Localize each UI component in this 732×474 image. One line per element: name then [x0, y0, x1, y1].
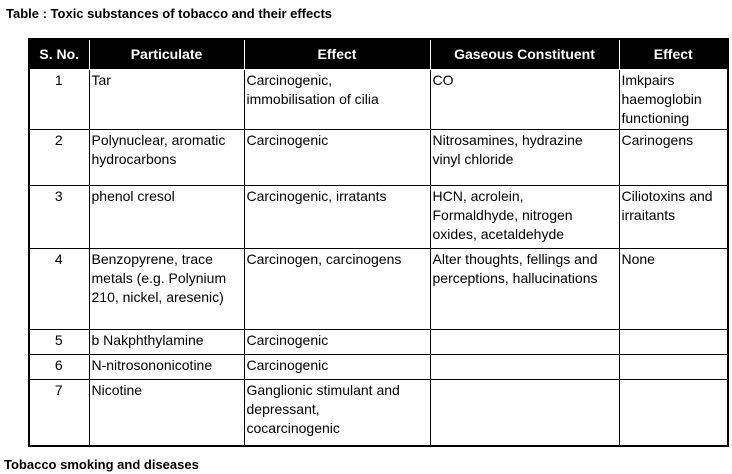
- cell-effect-gaseous: Imkpairs haemoglobin functioning: [619, 70, 728, 130]
- cell-gaseous: CO: [430, 70, 619, 130]
- cell-effect-particulate: Carcinogenic, immobilisation of cilia: [244, 70, 430, 130]
- cell-gaseous: Alter thoughts, fellings and perceptions, hallucinations: [430, 249, 619, 330]
- header-sno: S. No.: [29, 39, 89, 70]
- cell-particulate: b Nakphthylamine: [89, 330, 244, 355]
- cell-particulate: Polynuclear, aromatic hydrocarbons: [89, 130, 244, 186]
- cell-effect-gaseous: Ciliotoxins and irraitants: [619, 186, 728, 249]
- header-gaseous-constituent: Gaseous Constituent: [430, 39, 619, 70]
- table-row: [29, 249, 728, 330]
- header-row: [29, 39, 728, 70]
- cell-gaseous: Nitrosamines, hydrazine vinyl chloride: [430, 130, 619, 186]
- cell-effect-particulate: Carcinogenic: [244, 330, 430, 355]
- toxic-substances-table: [28, 38, 729, 447]
- cell-effect-particulate: Ganglionic stimulant and depressant, cocarcinogenic: [244, 380, 430, 446]
- table-row: [29, 355, 728, 380]
- header-effect-gaseous: Effect: [619, 39, 728, 70]
- cell-sno: 1: [29, 70, 89, 130]
- cell-gaseous: HCN, acrolein, Formaldhyde, nitrogen oxides, acetaldehyde: [430, 186, 619, 249]
- cell-particulate: Tar: [89, 70, 244, 130]
- cell-gaseous: [430, 330, 619, 355]
- table-row: [29, 70, 728, 130]
- cell-effect-gaseous: [619, 330, 728, 355]
- cell-effect-gaseous: [619, 355, 728, 380]
- cell-effect-particulate: Carcinogenic: [244, 130, 430, 186]
- cell-effect-particulate: Carcinogenic, irratants: [244, 186, 430, 249]
- section-heading: Tobacco smoking and diseases: [4, 457, 199, 472]
- cell-effect-particulate: Carcinogenic: [244, 355, 430, 380]
- cell-sno: 4: [29, 249, 89, 330]
- header-particulate: Particulate: [89, 39, 244, 70]
- cell-sno: 2: [29, 130, 89, 186]
- cell-particulate: phenol cresol: [89, 186, 244, 249]
- cell-sno: 5: [29, 330, 89, 355]
- cell-gaseous: [430, 380, 619, 446]
- cell-gaseous: [430, 355, 619, 380]
- cell-effect-gaseous: [619, 380, 728, 446]
- cell-effect-gaseous: None: [619, 249, 728, 330]
- cell-particulate: Nicotine: [89, 380, 244, 446]
- cell-effect-particulate: Carcinogen, carcinogens: [244, 249, 430, 330]
- cell-sno: 6: [29, 355, 89, 380]
- cell-particulate: Benzopyrene, trace metals (e.g. Polynium 210, nickel, aresenic): [89, 249, 244, 330]
- cell-particulate: N-nitrosononicotine: [89, 355, 244, 380]
- cell-effect-gaseous: Carinogens: [619, 130, 728, 186]
- cell-sno: 7: [29, 380, 89, 446]
- header-effect-particulate: Effect: [244, 39, 430, 70]
- table-row: [29, 330, 728, 355]
- table-row: [29, 380, 728, 446]
- table-row: [29, 130, 728, 186]
- table-caption: Table : Toxic substances of tobacco and their effects: [6, 6, 333, 21]
- cell-sno: 3: [29, 186, 89, 249]
- table-row: [29, 186, 728, 249]
